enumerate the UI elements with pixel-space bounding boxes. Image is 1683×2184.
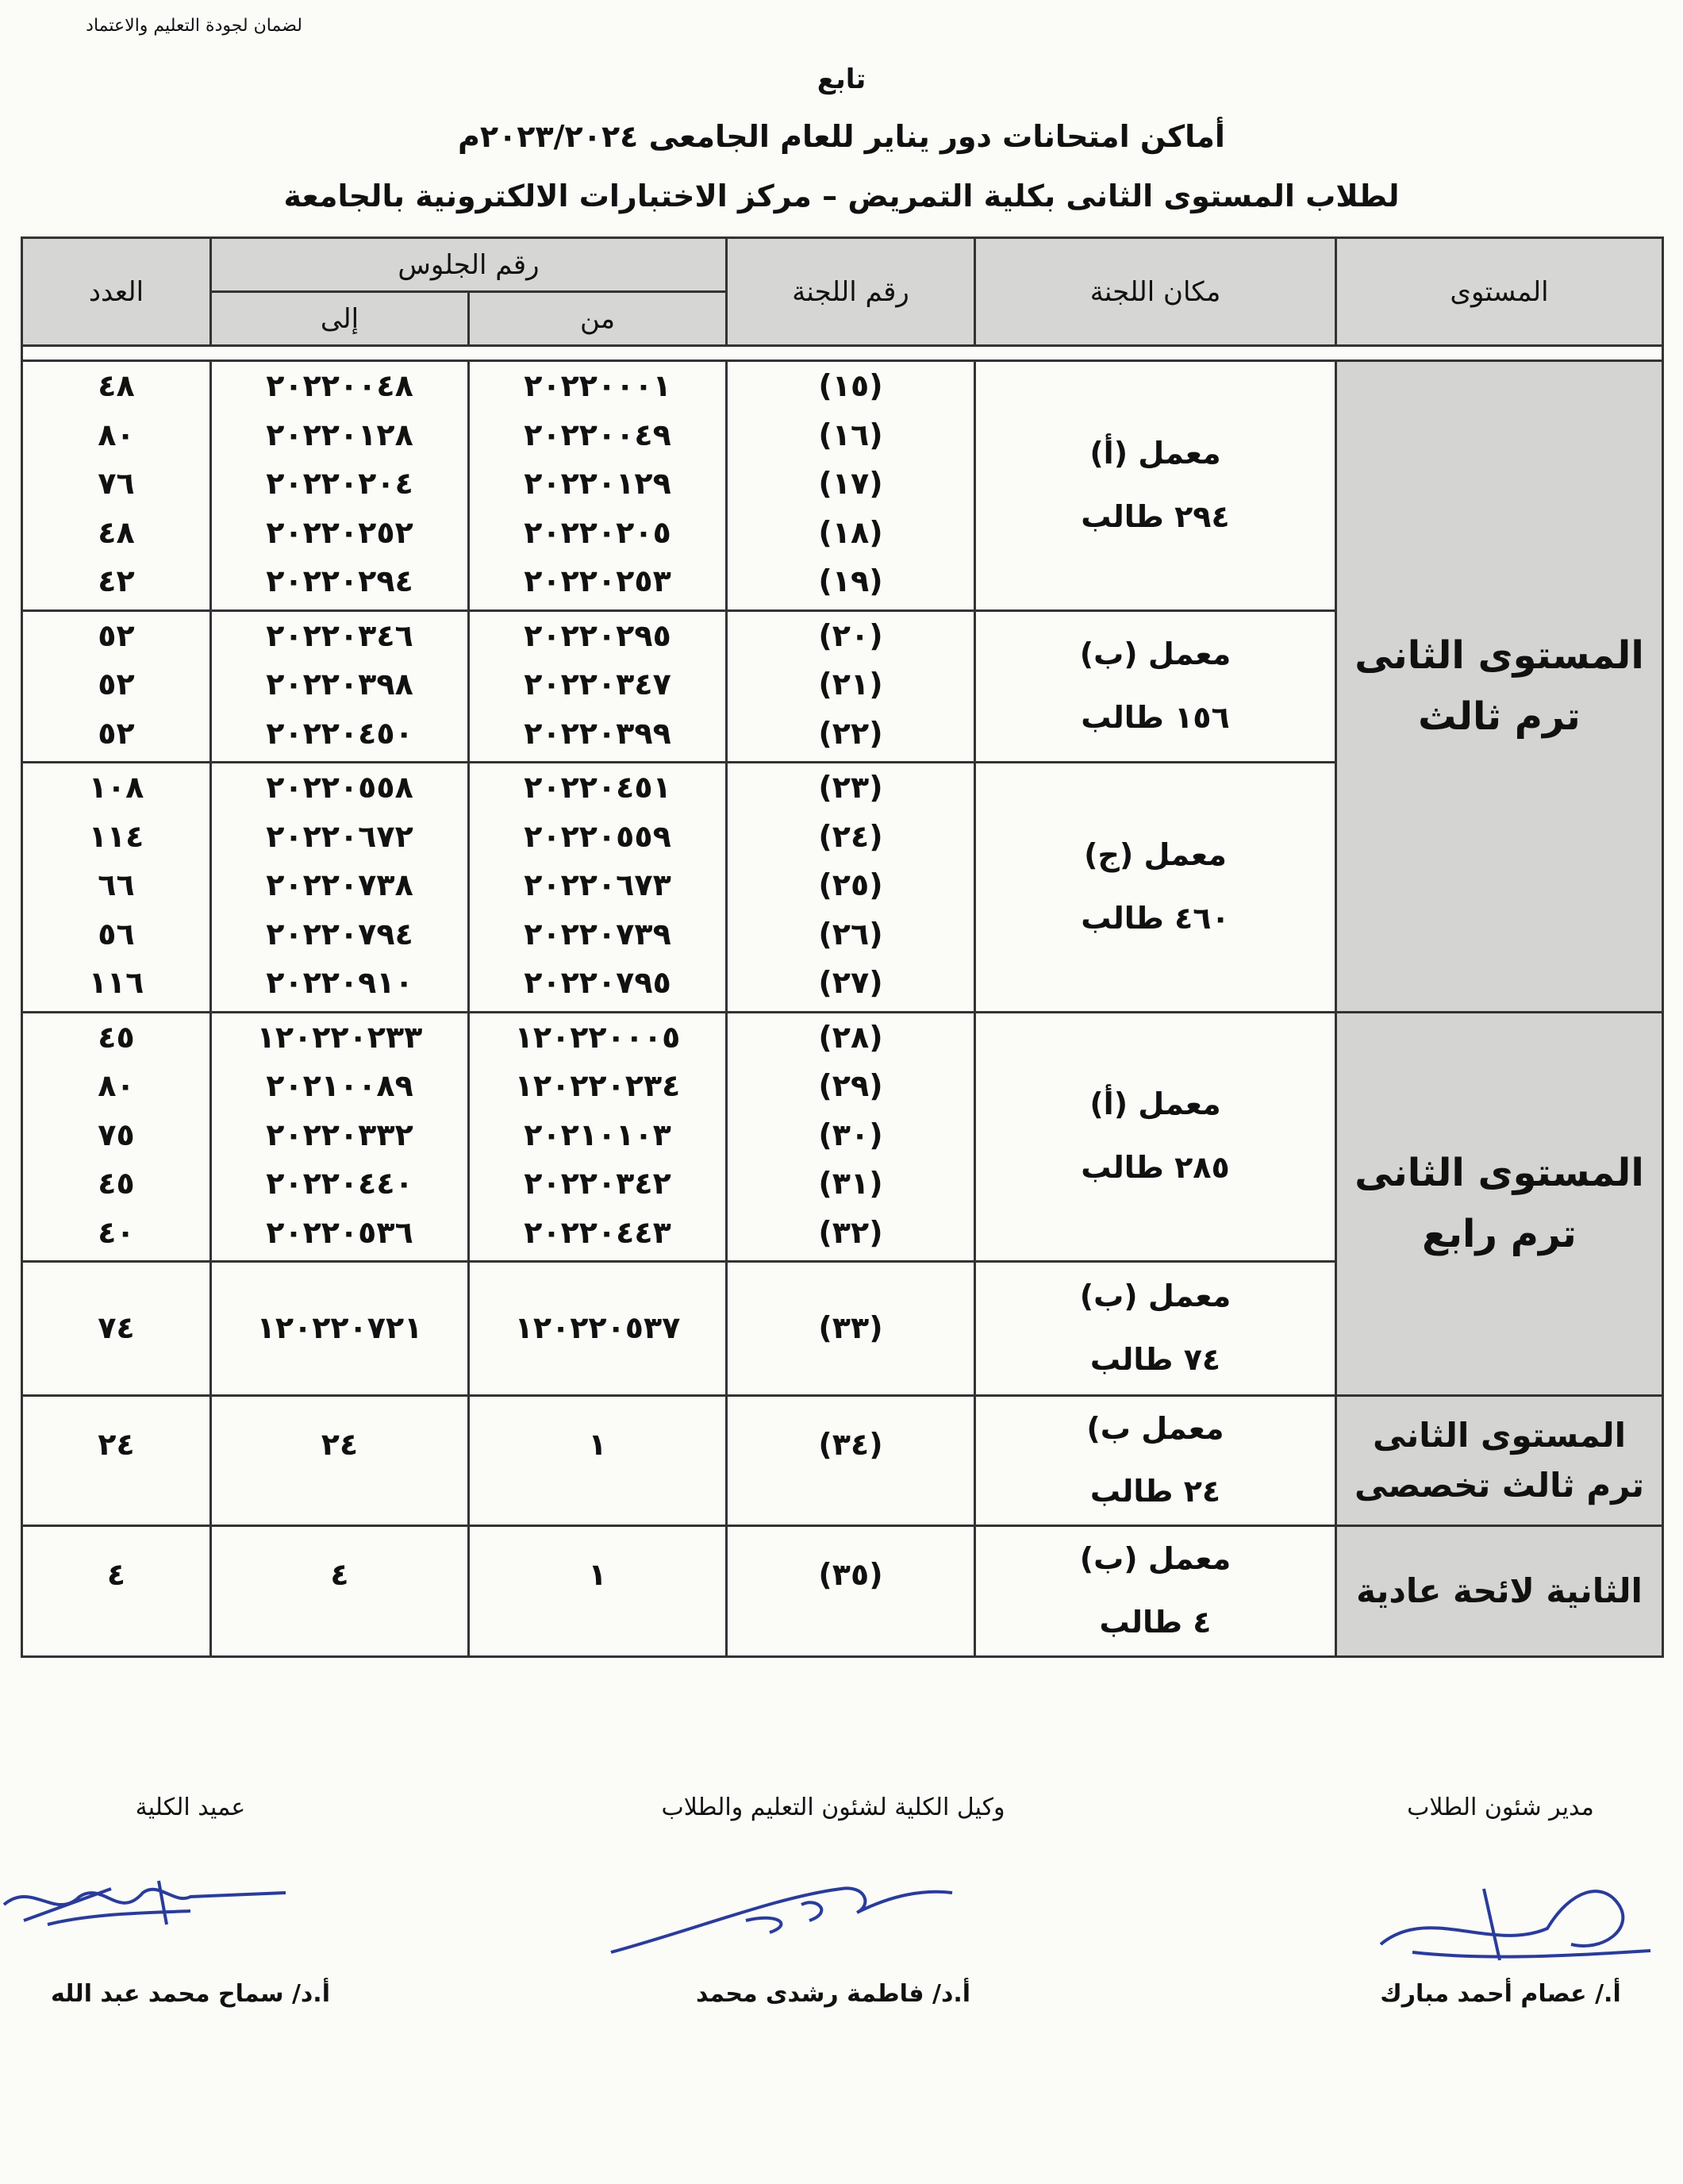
committee-value: (٣٢) (818, 1214, 883, 1250)
level-cell (1336, 1526, 1663, 1657)
place-name: معمل (أ) (1089, 435, 1221, 471)
committee-value: (٢٦) (818, 916, 883, 952)
to-cell (211, 1262, 469, 1396)
signature-title: عميد الكلية (135, 1794, 246, 1821)
from-cell (469, 763, 727, 1013)
from-cell (469, 1526, 727, 1657)
committee-value: (١٦) (818, 417, 883, 452)
count-value: ٨٠ (98, 1068, 135, 1103)
committee-value: (٢٣) (818, 770, 883, 805)
level-line: ترم ثالث (1418, 694, 1581, 739)
from-value: ٢٠٢٢٠٣٤٧ (524, 667, 671, 702)
committee-cell (727, 1262, 975, 1396)
from-value: ٢٠٢٢٠٥٥٩ (524, 818, 671, 854)
count-value: ٧٤ (98, 1310, 135, 1345)
from-value: ٢٠٢٢٠٢٥٣ (524, 563, 671, 598)
level-line: الثانية لائحة عادية (1356, 1571, 1643, 1611)
from-cell (469, 1395, 727, 1526)
count-value: ٨٠ (98, 417, 135, 452)
place-name: معمل ب) (1086, 1410, 1224, 1446)
from-value: ١٢٠٢٢٠٢٣٤ (514, 1068, 681, 1103)
place-cell (975, 1262, 1336, 1396)
count-cell (22, 1262, 211, 1396)
place-students: ٢٤ طالب (1089, 1474, 1221, 1509)
to-value: ٢٠٢٢٠٧٩٤ (266, 916, 413, 952)
to-value: ٢٠٢٢٠٦٧٢ (266, 818, 413, 854)
count-value: ٤٢ (98, 563, 135, 598)
committee-value: (٣٤) (818, 1426, 883, 1462)
to-value: ٢٠٢٢٠٥٣٦ (266, 1214, 413, 1250)
from-value: ٢٠٢٢٠١٢٩ (524, 466, 671, 501)
count-cell (22, 763, 211, 1013)
to-value: ٢٠٢٢٠٢٥٢ (266, 514, 413, 550)
place-students: ٢٨٥ طالب (1081, 1150, 1230, 1186)
header-place: مكان اللجنة (975, 238, 1336, 346)
count-value: ٤٠ (98, 1214, 135, 1250)
to-value: ٢٠٢٢٠٧٣٨ (266, 867, 413, 902)
from-value: ٢٠٢٢٠٣٤٢ (524, 1166, 671, 1201)
to-value: ١٢٠٢٢٠٢٣٣ (256, 1019, 423, 1055)
exam-locations-table (21, 236, 1664, 1658)
from-value: ٢٠٢٢٠٤٥١ (524, 770, 671, 805)
from-value: ٢٠٢٢٠٦٧٣ (524, 867, 671, 902)
to-value: ٢٠٢١٠٠٨٩ (266, 1068, 413, 1103)
count-value: ٤٨ (98, 514, 135, 550)
table-body (22, 346, 1663, 1657)
place-cell (975, 610, 1336, 763)
from-value: ١٢٠٢٢٠٠٠٥ (514, 1019, 681, 1055)
committee-value: (٢٩) (818, 1068, 883, 1103)
from-cell (469, 1262, 727, 1396)
to-value: ٢٠٢٢٠٤٤٠ (266, 1166, 413, 1201)
committee-value: (١٨) (818, 514, 883, 550)
from-value: ٢٠٢٢٠٠٤٩ (524, 417, 671, 452)
to-value: ٢٠٢٢٠٤٥٠ (266, 715, 413, 751)
handwritten-signature-center (603, 1865, 968, 1960)
level-line: المستوى الثانى (1354, 1150, 1644, 1195)
header-committee: رقم اللجنة (727, 238, 975, 346)
to-value: ٢٠٢٢٠٣٩٨ (266, 667, 413, 702)
table-row (22, 1012, 1663, 1262)
place-cell (975, 1526, 1336, 1657)
signature-title: وكيل الكلية لشئون التعليم والطلاب (661, 1794, 1005, 1821)
header-from: من (469, 292, 727, 346)
place-name: معمل (ج) (1084, 836, 1227, 872)
to-cell (211, 1395, 469, 1526)
header-to: إلى (211, 292, 469, 346)
place-cell (975, 361, 1336, 611)
count-cell (22, 1526, 211, 1657)
top-note: لضمان لجودة التعليم والاعتماد (86, 16, 302, 36)
from-value: ١٢٠٢٢٠٥٣٧ (514, 1310, 681, 1345)
from-value: ٢٠٢٢٠٢٩٥ (524, 617, 671, 653)
count-value: ٥٢ (98, 667, 135, 702)
place-name: معمل (ب) (1079, 1278, 1232, 1313)
to-cell (211, 1526, 469, 1657)
committee-cell (727, 610, 975, 763)
place-name: معمل (أ) (1089, 1086, 1221, 1122)
committee-value: (١٩) (818, 563, 883, 598)
count-value: ٥٢ (98, 715, 135, 751)
count-value: ٦٦ (98, 867, 135, 902)
committee-value: (٢١) (818, 667, 883, 702)
committee-cell (727, 763, 975, 1013)
count-value: ١٠٨ (88, 770, 144, 805)
to-value: ٢٠٢٢٠٠٤٨ (266, 368, 413, 403)
to-cell (211, 763, 469, 1013)
place-students: ٤ طالب (1099, 1604, 1212, 1640)
count-value: ٤ (106, 1557, 126, 1593)
to-value: ٢٠٢٢٠٣٣٢ (266, 1117, 413, 1152)
to-value: ٤ (330, 1557, 349, 1593)
committee-value: (١٧) (818, 466, 883, 501)
header-seat-number: رقم الجلوس (211, 238, 727, 292)
level-cell (1336, 361, 1663, 1013)
signature-name: أ.د/ سماح محمد عبد الله (50, 1980, 330, 2008)
committee-cell (727, 1395, 975, 1526)
committee-value: (٣٥) (818, 1557, 883, 1593)
count-value: ٥٢ (98, 617, 135, 653)
place-students: ٧٤ طالب (1089, 1341, 1221, 1377)
table-row (22, 1526, 1663, 1657)
to-cell (211, 361, 469, 611)
count-cell (22, 361, 211, 611)
committee-cell (727, 361, 975, 611)
place-students: ٤٦٠ طالب (1081, 900, 1230, 936)
to-value: ٢٠٢٢٠١٢٨ (266, 417, 413, 452)
page-subtitle: لطلاب المستوى الثانى بكلية التمريض – مركز الاختبارات الالكترونية بالجامعة (283, 179, 1400, 213)
committee-value: (٢٠) (818, 617, 883, 653)
committee-value: (٢٢) (818, 715, 883, 751)
count-cell (22, 610, 211, 763)
count-value: ٧٥ (98, 1117, 135, 1152)
place-cell (975, 1012, 1336, 1262)
committee-cell (727, 1012, 975, 1262)
level-cell (1336, 1012, 1663, 1395)
level-cell (1336, 1395, 1663, 1526)
to-value: ١٢٠٢٢٠٧٢١ (256, 1310, 423, 1345)
count-cell (22, 1012, 211, 1262)
place-name: معمل (ب) (1079, 1541, 1232, 1577)
table-row (22, 361, 1663, 611)
committee-value: (٢٥) (818, 867, 883, 902)
committee-value: (٢٤) (818, 818, 883, 854)
count-value: ٤٨ (98, 368, 135, 403)
count-value: ١١٤ (88, 818, 144, 854)
from-value: ٢٠٢٢٠٠٠١ (524, 368, 671, 403)
from-value: ٢٠٢٢٠٣٩٩ (524, 715, 671, 751)
title-continued: تابع (817, 63, 866, 95)
signature-title: مدير شئون الطلاب (1407, 1794, 1594, 1821)
from-value: ٢٠٢١٠١٠٣ (524, 1117, 671, 1152)
committee-value: (٢٨) (818, 1019, 883, 1055)
committee-value: (٣٣) (818, 1310, 883, 1345)
count-value: ٤٥ (98, 1019, 135, 1055)
from-value: ٢٠٢٢٠٢٠٥ (524, 514, 671, 550)
header-level: المستوى (1336, 238, 1663, 346)
handwritten-signature-left (0, 1865, 302, 1952)
count-cell (22, 1395, 211, 1526)
handwritten-signature-right (1365, 1857, 1666, 1976)
committee-cell (727, 1526, 975, 1657)
committee-value: (٣٠) (818, 1117, 883, 1152)
from-value: ١ (588, 1557, 607, 1593)
count-value: ٧٦ (98, 466, 135, 501)
page-title: أماكن امتحانات دور يناير للعام الجامعى ٢٠٢٣/٢٠٢٤م (458, 119, 1225, 154)
from-cell (469, 361, 727, 611)
level-line: المستوى الثانى (1354, 633, 1644, 678)
place-students: ٢٩٤ طالب (1081, 498, 1230, 534)
count-value: ٥٦ (98, 916, 135, 952)
level-line: ترم رابع (1422, 1211, 1577, 1256)
from-cell (469, 610, 727, 763)
to-value: ٢٠٢٢٠٢٩٤ (266, 563, 413, 598)
from-cell (469, 1012, 727, 1262)
to-value: ٢٠٢٢٠٢٠٤ (266, 466, 413, 501)
place-name: معمل (ب) (1079, 636, 1232, 671)
signature-name: أ./ عصام أحمد مبارك (1380, 1980, 1621, 2008)
to-value: ٢٠٢٢٠٥٥٨ (266, 770, 413, 805)
to-cell (211, 1012, 469, 1262)
from-value: ٢٠٢٢٠٤٤٣ (524, 1214, 671, 1250)
to-cell (211, 610, 469, 763)
committee-value: (٣١) (818, 1166, 883, 1201)
signature-name: أ.د/ فاطمة رشدى محمد (695, 1980, 971, 2008)
place-cell (975, 1395, 1336, 1526)
count-value: ٤٥ (98, 1166, 135, 1201)
committee-value: (١٥) (818, 368, 883, 403)
header-count: العدد (22, 238, 211, 346)
count-value: ٢٤ (98, 1426, 135, 1462)
header-gap (22, 346, 1663, 361)
level-line: المستوى الثانى (1373, 1416, 1626, 1455)
count-value: ١١٦ (88, 965, 144, 1000)
from-value: ١ (588, 1426, 607, 1462)
from-value: ٢٠٢٢٠٧٣٩ (524, 916, 671, 952)
from-value: ٢٠٢٢٠٧٩٥ (524, 965, 671, 1000)
place-students: ١٥٦ طالب (1081, 699, 1230, 735)
level-line: ترم ثالث تخصصى (1354, 1466, 1644, 1505)
committee-value: (٢٧) (818, 965, 883, 1000)
to-value: ٢٠٢٢٠٩١٠ (266, 965, 413, 1000)
table-row (22, 1395, 1663, 1526)
to-value: ٢٤ (321, 1426, 359, 1462)
place-cell (975, 763, 1336, 1013)
to-value: ٢٠٢٢٠٣٤٦ (266, 617, 413, 653)
